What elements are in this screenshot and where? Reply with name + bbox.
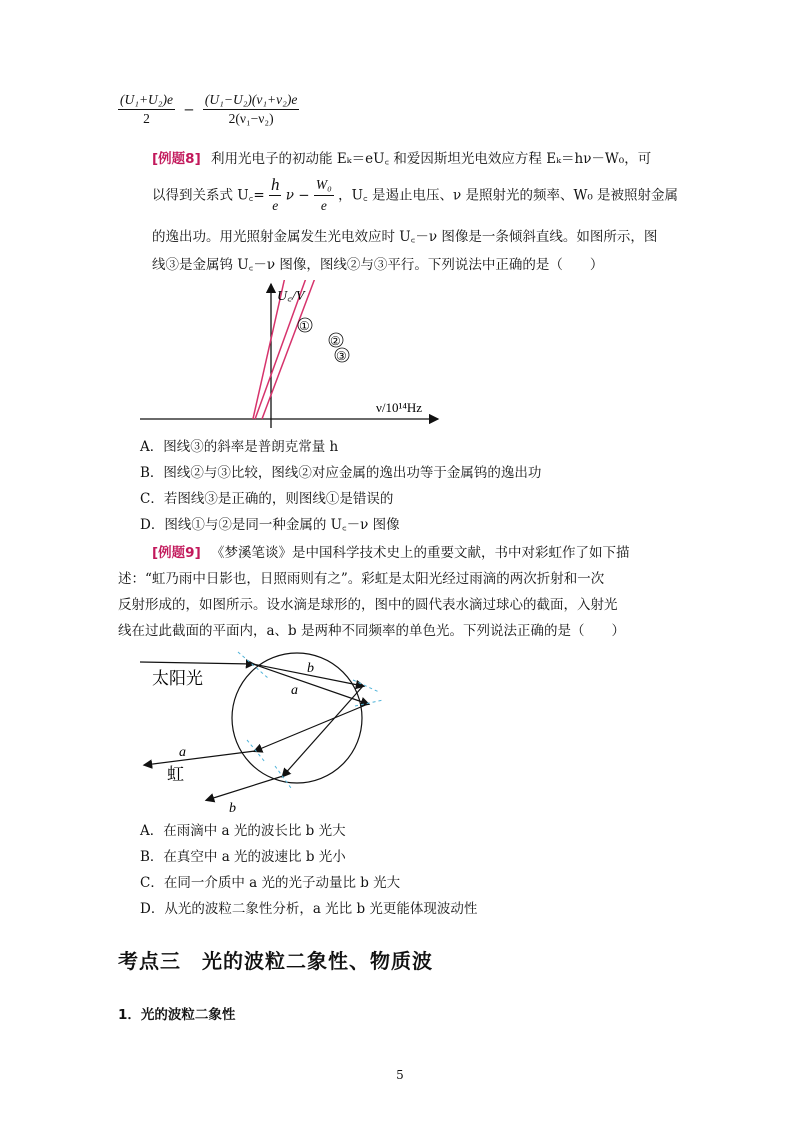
label-1: ①: [299, 319, 310, 333]
example8-line-4: 线③是金属钨 U꜀－ν 图像，图线②与③平行。下列说法中正确的是（ ）: [152, 257, 604, 273]
sun-label: 太阳光: [152, 669, 203, 688]
option9-a[interactable]: A．在雨滴中 a 光的波长比 b 光大: [140, 823, 346, 839]
minus-sign: −: [183, 101, 195, 118]
example8-text-1: 利用光电子的初动能 Eₖ＝eU꜀ 和爱因斯坦光电效应方程 Eₖ＝hν－W₀，可: [211, 151, 652, 167]
incident-ray: [140, 662, 253, 664]
raindrop-diagram: [135, 648, 395, 818]
section-subheading: 1．光的波粒二象性: [118, 1007, 236, 1023]
ray-b-exit: [207, 776, 283, 800]
ray-b-reflected: [283, 686, 363, 776]
page-number: 5: [396, 1068, 404, 1082]
nu-minus: ν −: [285, 187, 310, 204]
option8-a[interactable]: A．图线③的斜率是普朗克常量 h: [140, 439, 339, 455]
fraction-h-over-e: [269, 176, 282, 215]
section-heading: 考点三 光的波粒二象性、物质波: [118, 949, 433, 973]
ray-label-b-exit: b: [229, 801, 236, 816]
formula-top: [118, 92, 358, 142]
label-2: ②: [330, 334, 341, 348]
option8-b[interactable]: B．图线②与③比较，图线②对应金属的逸出功等于金属钨的逸出功: [140, 465, 542, 481]
y-axis-label: U꜀/V: [277, 289, 305, 304]
example8-tag: [例题8]: [152, 151, 201, 167]
fraction-2-numerator: (U₁−U₂)(ν₁+ν₂)e: [203, 92, 299, 110]
ray-a-exit: [145, 751, 255, 765]
fraction-2: [203, 92, 299, 127]
ray-label-a-exit: a: [179, 745, 186, 760]
example9-line-3: 反射形成的，如图所示。设水滴是球形的，图中的圆代表水滴过球心的截面，入射光: [118, 597, 618, 613]
option8-c[interactable]: C．若图线③是正确的，则图线①是错误的: [140, 491, 394, 507]
fraction-w0: W₀: [314, 176, 334, 196]
option9-d[interactable]: D．从光的波粒二象性分析，a 光比 b 光更能体现波动性: [140, 901, 478, 917]
example9-line-4: 线在过此截面的平面内，a、b 是两种不同频率的单色光。下列说法正确的是（ ）: [118, 623, 625, 639]
example8-line-2: [152, 176, 678, 215]
uc-nu-graph: [140, 280, 450, 430]
example8-line-1: [152, 150, 650, 168]
example8-text-2a: 以得到关系式 U꜀=: [152, 187, 265, 204]
label-3: ③: [336, 349, 347, 363]
option8-d[interactable]: D．图线①与②是同一种金属的 U꜀－ν 图像: [140, 517, 400, 533]
fraction-2-denominator: 2(ν₁−ν₂): [228, 111, 274, 126]
example9-tag: [例题9]: [152, 545, 201, 561]
option9-b[interactable]: B．在真空中 a 光的波速比 b 光小: [140, 849, 346, 865]
ray-label-b-top: b: [307, 661, 314, 676]
option9-c[interactable]: C．在同一介质中 a 光的光子动量比 b 光大: [140, 875, 401, 891]
example9-line-1: [152, 544, 650, 562]
rainbow-label: 虹: [167, 765, 184, 784]
example9-text-1: 《梦溪笔谈》是中国科学技术史上的重要文献，书中对彩虹作了如下描: [211, 545, 630, 561]
ray-label-a-top: a: [291, 683, 298, 698]
x-axis-label: ν/10¹⁴Hz: [376, 400, 423, 415]
fraction-1: [118, 92, 175, 127]
fraction-e-2: e: [320, 198, 327, 213]
fraction-w-over-e: [314, 176, 334, 215]
example8-text-2b: ，U꜀ 是遏止电压、ν 是照射光的频率、W₀ 是被照射金属: [338, 187, 679, 204]
example8-line-3: 的逸出功。用光照射金属发生光电效应时 U꜀－ν 图像是一条倾斜直线。如图所示，图: [152, 229, 658, 245]
fraction-e: e: [272, 198, 279, 213]
fraction-1-numerator: (U₁+U₂)e: [118, 92, 175, 110]
example9-line-2: 述：“虹乃雨中日影也，日照雨则有之”。彩虹是太阳光经过雨滴的两次折射和一次: [118, 571, 605, 587]
fraction-1-denominator: 2: [143, 111, 150, 126]
fraction-h: h: [270, 175, 280, 194]
